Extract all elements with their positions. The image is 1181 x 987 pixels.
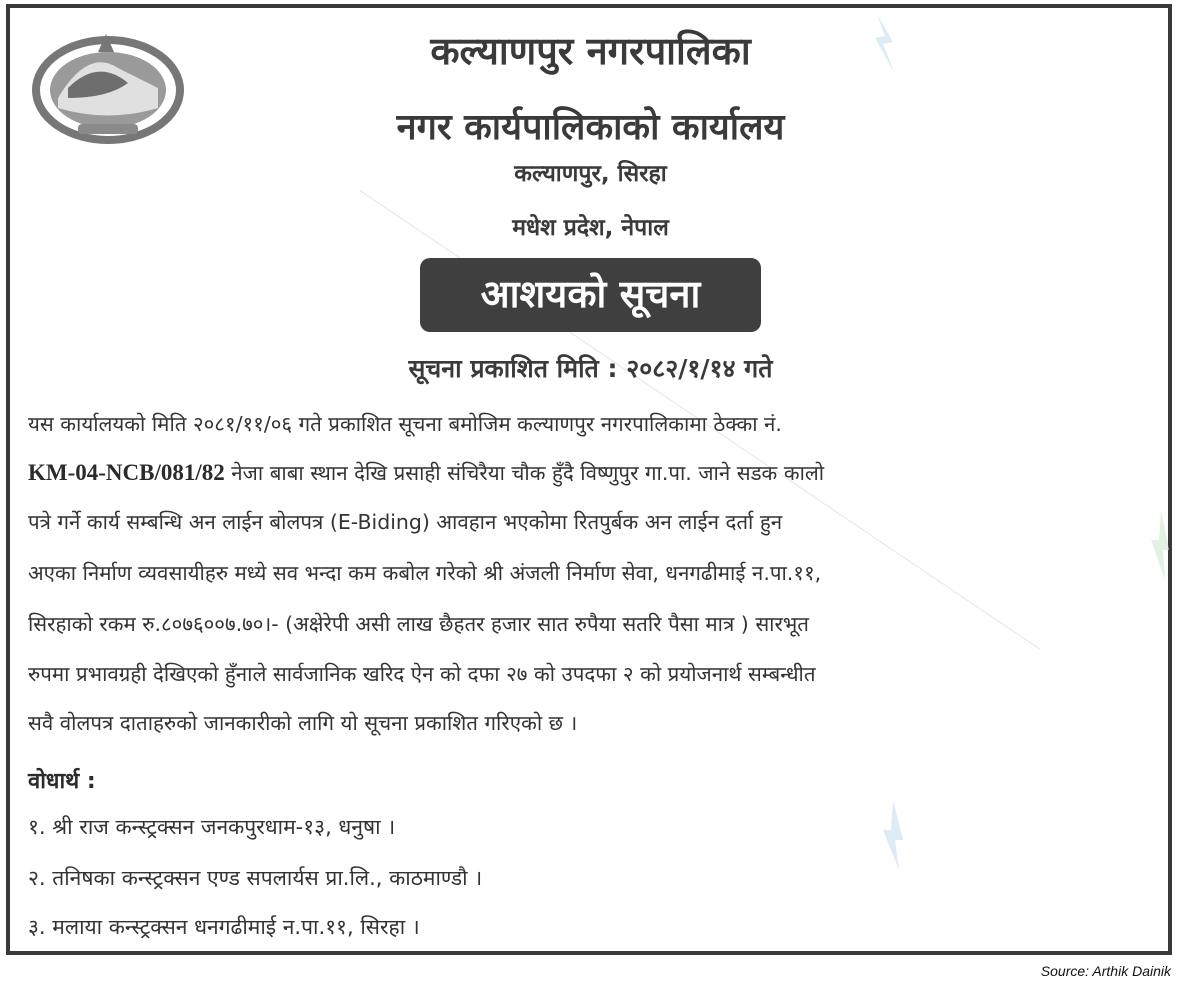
- body-line-5: सिरहाको रकम रु.८०७६००७.७०।- (अक्षेरेपी असी लाख छैहतर हजार सात रुपैया सतरि पैसा मात्र ) सारभूत: [28, 612, 809, 636]
- notice-title: आशयको सूचना: [480, 272, 701, 316]
- office-sub: नगर कार्यपालिकाको कार्यालय: [396, 107, 785, 148]
- body-line-7: सवै वोलपत्र दाताहरुको जानकारीको लागि यो सूचना प्रकाशित गरिएको छ ।: [28, 711, 578, 735]
- source-credit: Source: Arthik Dainik: [1040, 963, 1171, 979]
- body-line-2: [28, 459, 1153, 487]
- address-line1: कल्याणपुर, सिरहा: [514, 161, 667, 187]
- body-line-3: पत्रे गर्ने कार्य सम्बन्धि अन लाईन बोलपत्र (E-Biding) आवहान भएकोमा रितपुर्बक अन लाईन दर्ता हुन: [28, 510, 783, 534]
- body-line-1: यस कार्यालयको मिति २०८१/११/०६ गते प्रकाशित सूचना बमोजिम कल्याणपुर नगरपालिकामा ठेक्का नं.: [28, 412, 782, 436]
- recipient-item: ३. मलाया कन्स्ट्रक्सन धनगढीमाई न.पा.११, सिरहा ।: [28, 915, 420, 939]
- watermark-arrow-icon: [881, 800, 905, 870]
- address-line2: मधेश प्रदेश, नेपाल: [512, 215, 669, 241]
- recipient-item: १. श्री राज कन्स्ट्रक्सन जनकपुरधाम-१३, धनुषा ।: [28, 815, 396, 839]
- body-line-2-text: नेजा बाबा स्थान देखि प्रसाही संचिरैया चौक हुँदै विष्णुपुर गा.पा. जाने सडक कालो: [224, 461, 825, 485]
- publish-date: सूचना प्रकाशित मिति : २०८२/१/१४ गते: [408, 354, 773, 383]
- contract-number: KM-04-NCB/081/82: [28, 460, 225, 485]
- notice-title-banner: [420, 258, 761, 332]
- body-line-6: रुपमा प्रभावग्रही देखिएको हुँनाले सार्वजानिक खरिद ऐन को दफा २७ को उपदफा २ को प्रयोजनार्थ सम्बन्धीत: [28, 662, 816, 686]
- recipient-item: २. तनिषका कन्स्ट्रक्सन एण्ड सपलार्यस प्रा.लि., काठमाण्डौ ।: [28, 866, 483, 890]
- body-line-4: अएका निर्माण व्यवसायीहरु मध्ये सव भन्दा कम कबोल गरेको श्री अंजली निर्माण सेवा, धनगढीमाई न.पा.११,: [28, 561, 822, 585]
- recipients-heading: वोधार्थ :: [28, 769, 96, 794]
- office-name: कल्याणपुर नगरपालिका: [430, 29, 751, 73]
